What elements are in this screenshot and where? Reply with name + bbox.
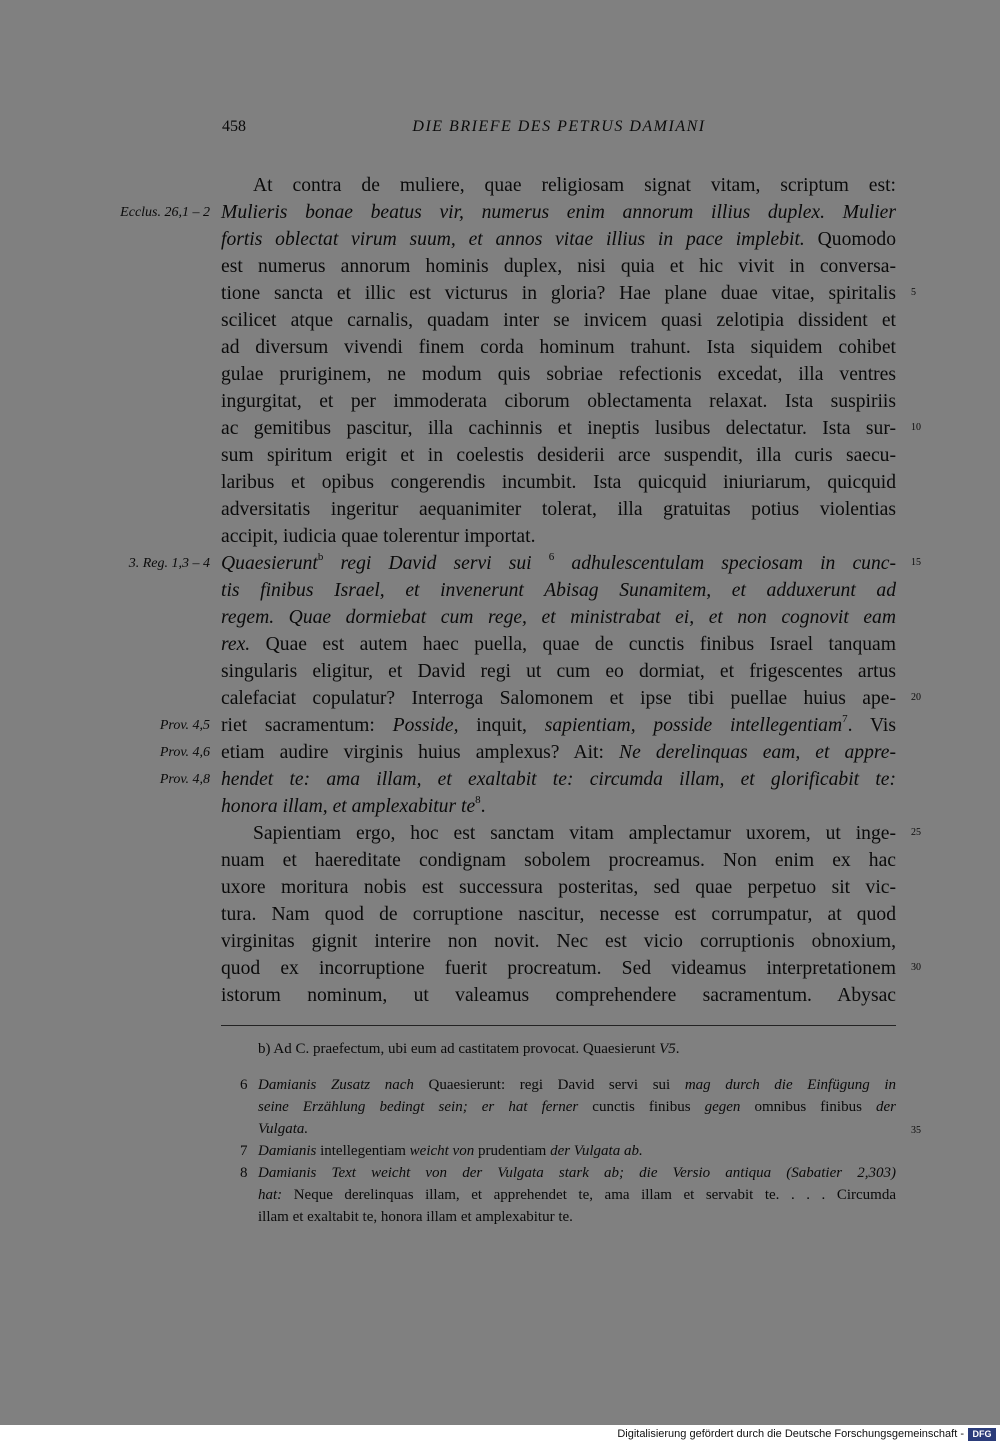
line-text: regem. Quae dormiebat cum rege, et ministrabat ei, et non cognovit eam	[221, 607, 896, 628]
margin-reference: Ecclus. 26,1 – 2	[120, 205, 210, 220]
note-text: Damianis intellegentiam weicht von prudentiam der Vulgata ab.	[258, 1143, 643, 1159]
text-line	[0, 739, 1000, 766]
note-number: 7	[240, 1143, 248, 1159]
line-number: 35	[911, 1125, 921, 1136]
line-text: calefaciat copulatur? Interroga Salomonem et ipse tibi puellae huius ape-	[221, 688, 896, 709]
text-line	[0, 442, 1000, 469]
text-line	[0, 955, 1000, 982]
line-text: tione sancta et illic est victurus in gloria? Hae plane duae vitae, spiritalis	[221, 283, 896, 304]
text-line	[0, 415, 1000, 442]
note-line	[0, 1074, 1000, 1096]
text-line	[0, 523, 1000, 550]
line-text: honora illam, et amplexabitur $te^8$.	[221, 794, 486, 817]
margin-reference: Prov. 4,6	[159, 745, 210, 760]
note-line	[0, 1162, 1000, 1184]
line-text: istorum nominum, ut valeamus comprehendere sacramentum. Abysac	[221, 985, 896, 1006]
line-text: uxore moritura nobis est successura posteritas, sed quae perpetuo sit vic-	[221, 877, 896, 898]
line-text: quod ex incorruptione fuerit procreatum. Sed videamus interpretationem	[221, 958, 896, 979]
note-line	[0, 1206, 1000, 1228]
note-number: 6	[240, 1077, 248, 1093]
line-text: singularis eligitur, et David regi ut cum eo dormiat, et frigescentes artus	[221, 661, 896, 682]
text-line	[0, 604, 1000, 631]
text-line	[0, 631, 1000, 658]
note-line	[0, 1140, 1000, 1162]
note-number: 8	[240, 1165, 248, 1181]
line-text: At contra de muliere, quae religiosam signat vitam, scriptum est:	[253, 175, 896, 196]
text-line	[0, 901, 1000, 928]
line-text: accipit, iudicia quae tolerentur importat.	[221, 526, 536, 547]
line-text: ac gemitibus pascitur, illa cachinnis et ineptis lusibus delectatur. Ista sur-	[221, 418, 896, 439]
note-text: Damianis Zusatz nach Quaesierunt: regi David servi sui mag durch die Einfügung in	[258, 1077, 896, 1093]
line-text: ingurgitat, et per immoderata ciborum oblectamenta relaxat. Ista suspiriis	[221, 391, 896, 412]
text-line	[0, 280, 1000, 307]
text-line	[0, 577, 1000, 604]
line-text: scilicet atque carnalis, quadam inter se invicem quasi zelotipia dissident et	[221, 310, 896, 331]
note-line	[0, 1096, 1000, 1118]
line-text: adversitatis ingeritur aequanimiter tolerat, illa gratuitas potius violentias	[221, 499, 896, 520]
page-header	[222, 118, 896, 142]
line-number: 10	[911, 422, 921, 433]
line-text: laribus et opibus congerendis incumbit. Ista quicquid iniuriarum, quicquid	[221, 472, 896, 493]
footnote-rule	[221, 1025, 896, 1026]
text-line	[0, 793, 1000, 820]
line-text: fortis oblectat virum suum, et annos vitae illius in pace implebit. Quomodo	[221, 229, 896, 250]
credit-text: Digitalisierung gefördert durch die Deutsche Forschungsgemeinschaft -	[617, 1428, 964, 1440]
line-text: rex. Quae est autem haec puella, quae de cunctis finibus Israel tanquam	[221, 634, 896, 655]
line-text: hendet te: ama illam, et exaltabit te: circumda illam, et glorificabit te:	[221, 769, 896, 790]
line-number: 30	[911, 962, 921, 973]
digitization-credit-bar	[0, 1425, 1000, 1445]
running-title: DIE BRIEFE DES PETRUS DAMIANI	[412, 118, 706, 135]
main-text	[0, 172, 1000, 1009]
text-line	[0, 496, 1000, 523]
text-line	[0, 820, 1000, 847]
margin-reference: 3. Reg. 1,3 – 4	[128, 556, 210, 571]
text-line	[0, 874, 1000, 901]
line-text: virginitas gignit interire non novit. Nec est vicio corruptionis obnoxium,	[221, 931, 896, 952]
margin-reference: Prov. 4,8	[159, 772, 210, 787]
apparatus-note	[0, 1038, 1000, 1060]
line-text: sum spiritum erigit et in coelestis desiderii arce suspendit, illa curis saecu-	[221, 445, 896, 466]
note-text: illam et exaltabit te, honora illam et amplexabitur te.	[258, 1209, 573, 1225]
note-text: seine Erzählung bedingt sein; er hat ferner cunctis finibus gegen omnibus finibus der	[258, 1099, 896, 1115]
text-line	[0, 550, 1000, 577]
page-number: 458	[222, 118, 246, 135]
text-line	[0, 847, 1000, 874]
margin-reference: Prov. 4,5	[159, 718, 210, 733]
line-number: 25	[911, 827, 921, 838]
text-line	[0, 469, 1000, 496]
line-text: tura. Nam quod de corruptione nascitur, necesse est corrumpatur, at quod	[221, 904, 896, 925]
text-line	[0, 712, 1000, 739]
text-line	[0, 928, 1000, 955]
line-number: 5	[911, 287, 916, 298]
footnotes	[0, 1038, 1000, 1228]
line-text: etiam audire virginis huius amplexus? Ait: Ne derelinquas eam, et appre-	[221, 742, 896, 763]
text-line	[0, 685, 1000, 712]
line-text: tis finibus Israel, et invenerunt Abisag Sunamitem, et adduxerunt ad	[221, 580, 896, 601]
dfg-logo: DFG	[968, 1428, 996, 1441]
note-text: hat: Neque derelinquas illam, et apprehendet te, ama illam et servabit te. . . . Circumda	[258, 1187, 896, 1203]
line-number: 15	[911, 557, 921, 568]
text-line	[0, 172, 1000, 199]
text-line	[0, 226, 1000, 253]
text-line	[0, 361, 1000, 388]
note-text: Vulgata.	[258, 1121, 309, 1137]
text-line	[0, 658, 1000, 685]
note-line	[0, 1184, 1000, 1206]
line-number: 20	[911, 692, 921, 703]
text-line	[0, 199, 1000, 226]
note-text: Damianis Text weicht von der Vulgata stark ab; die Versio antiqua (Sabatier 2,303)	[258, 1165, 896, 1181]
text-line	[0, 982, 1000, 1009]
line-text: Sapientiam ergo, hoc est sanctam vitam amplectamur uxorem, ut inge-	[253, 823, 896, 844]
line-text: ad diversum vivendi finem corda hominum trahunt. Ista siquidem cohibet	[221, 337, 896, 358]
note-text: b) Ad C. praefectum, ubi eum ad castitatem provocat. Quaesierunt V5.	[258, 1041, 680, 1057]
text-line	[0, 388, 1000, 415]
line-text: Mulieris bonae beatus vir, numerus enim annorum illius duplex. Mulier	[221, 202, 896, 223]
line-text: est numerus annorum hominis duplex, nisi quia et hic vivit in conversa-	[221, 256, 896, 277]
text-line	[0, 253, 1000, 280]
line-text: nuam et haereditate condignam sobolem procreamus. Non enim ex hac	[221, 850, 896, 871]
text-line	[0, 766, 1000, 793]
line-text: Quaesierunt$^b$ regi David servi sui $^6$ adhulescentulam speciosam in cunc-	[221, 551, 896, 574]
line-text: riet sacramentum: Posside, inquit, sapientiam, posside intellegentiam$^7$. Vis	[221, 713, 896, 736]
text-line	[0, 334, 1000, 361]
line-text: gulae pruriginem, ne modum quis sobriae refectionis excedat, illa ventres	[221, 364, 896, 385]
text-line	[0, 307, 1000, 334]
note-line	[0, 1118, 1000, 1140]
